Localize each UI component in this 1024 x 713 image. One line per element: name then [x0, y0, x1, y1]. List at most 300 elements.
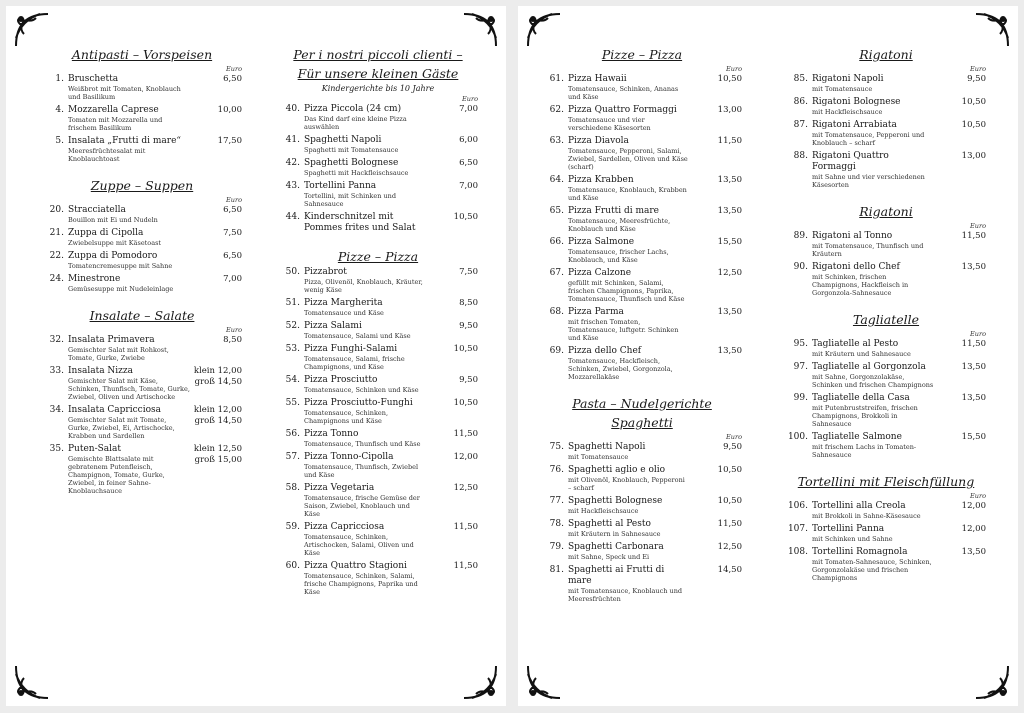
item-price — [454, 483, 478, 494]
item-description: Tomatensauce, Pepperoni, Salami, Zwiebel, Sardellen, Oliven und Käse (scharf) — [568, 147, 688, 171]
menu-item — [786, 151, 986, 189]
section-subtitle: Kindergerichte bis 10 Jahre — [321, 84, 435, 93]
item-name: Spaghetti al Pesto — [568, 519, 651, 529]
menu-item — [786, 432, 986, 459]
item-description: Tomatensauce, Hackfleisch, Schinken, Zwiebel, Gorgonzola, Mozzarellakäse — [568, 357, 673, 381]
currency-label: Euro — [970, 330, 986, 338]
item-name: Pizza Quattro Stagioni — [304, 561, 407, 571]
item-name: Tagliatelle Salmone — [812, 432, 902, 442]
menu-item — [542, 519, 742, 538]
menu-item — [42, 251, 242, 270]
item-number: 35. — [49, 444, 64, 454]
item-price — [718, 74, 742, 85]
menu-item — [278, 321, 478, 340]
item-price-value: 13,50 — [961, 262, 986, 272]
item-name: Rigatoni Arrabiata — [812, 120, 897, 130]
item-description: Pizza, Olivenöl, Knoblauch, Kräuter, wenig Käse — [304, 278, 423, 294]
item-price-value: 13,50 — [717, 175, 742, 185]
item-price — [962, 339, 986, 350]
item-number: 62. — [549, 105, 564, 115]
item-price-value: 12,50 — [717, 542, 742, 552]
item-name: Pizza Margherita — [304, 298, 383, 308]
item-name: Pizza Prosciutto-Funghi — [304, 398, 413, 408]
item-price-value: 13,50 — [961, 547, 986, 557]
section-title: Pasta – Nudelgerichte — [572, 396, 712, 411]
item-price-value: 10,50 — [453, 398, 478, 408]
item-price-value: 7,00 — [223, 274, 242, 284]
item-price-value: 6,00 — [459, 135, 478, 145]
item-price — [454, 212, 478, 223]
item-name: Stracciatella — [68, 205, 126, 215]
menu-item — [278, 483, 478, 518]
item-description: mit Hackfleischsauce — [812, 108, 883, 116]
item-price — [718, 136, 742, 147]
item-number: 67. — [549, 268, 564, 278]
item-name: Pizza Parma — [568, 307, 624, 317]
item-description: mit Hackfleischsauce — [568, 507, 639, 515]
item-price-value: 12,00 — [961, 501, 986, 511]
item-description: mit frischen Tomaten, Tomatensauce, luftgetr. Schinken und Käse — [568, 318, 679, 342]
menu-item — [786, 524, 986, 543]
item-number: 55. — [285, 398, 300, 408]
menu-item — [278, 135, 478, 154]
item-price — [194, 444, 242, 466]
item-description: mit Tomatensauce — [812, 85, 873, 93]
menu-item — [278, 375, 478, 394]
item-number: 59. — [285, 522, 300, 532]
item-price — [223, 335, 242, 346]
menu-page-right — [518, 6, 1018, 706]
item-number: 97. — [793, 362, 808, 372]
item-number: 22. — [49, 251, 64, 261]
item-name: Spaghetti Napoli — [304, 135, 382, 145]
item-name: Pizza Vegetaria — [304, 483, 375, 493]
item-name: Tortellini Panna — [812, 524, 885, 534]
corner-ornament-icon — [524, 662, 564, 702]
item-number: 54. — [285, 375, 300, 385]
item-price — [459, 104, 478, 115]
menu-item — [786, 74, 986, 93]
item-price — [962, 547, 986, 558]
menu-item — [42, 444, 242, 495]
currency-label: Euro — [726, 65, 742, 73]
item-price-value: 10,50 — [453, 212, 478, 222]
item-price-value: 15,50 — [717, 237, 742, 247]
item-price-value: 13,00 — [961, 151, 986, 161]
item-name: Tortellini Panna — [304, 181, 377, 191]
item-description: Gemüsesuppe mit Nudeleinlage — [68, 285, 174, 293]
item-description: Spaghetti mit Hackfleischsauce — [304, 169, 409, 177]
item-price-value: 10,50 — [961, 120, 986, 130]
item-price — [962, 151, 986, 162]
item-description: mit Tomatensauce, Knoblauch und Meeresfrüchten — [568, 587, 683, 603]
item-number: 52. — [285, 321, 300, 331]
item-price-value: 10,50 — [717, 496, 742, 506]
item-name: Rigatoni dello Chef — [812, 262, 900, 272]
item-name: Insalata Primavera — [68, 335, 155, 345]
item-description: Tomatensauce, Schinken, Artischocken, Salami, Oliven und Käse — [304, 533, 414, 557]
item-price-value: 10,50 — [717, 74, 742, 84]
item-price-value: 9,50 — [459, 375, 478, 385]
item-price — [454, 452, 478, 463]
menu-item — [786, 97, 986, 116]
item-price-value: 10,00 — [217, 105, 242, 115]
item-price-value: 7,00 — [459, 181, 478, 191]
item-price-value: 11,50 — [453, 429, 478, 439]
menu-column — [278, 46, 478, 600]
currency-label: Euro — [462, 95, 478, 103]
item-description: Das Kind darf eine kleine Pizza auswählen — [304, 115, 407, 131]
item-price — [962, 393, 986, 404]
item-number: 100. — [787, 432, 808, 442]
item-price — [454, 522, 478, 533]
item-price-value: 10,50 — [961, 97, 986, 107]
item-description: Tomatensauce, Salami und Käse — [304, 332, 411, 340]
menu-item — [786, 362, 986, 389]
item-price-value: 11,50 — [717, 136, 742, 146]
item-description: Zwiebelsuppe mit Käsetoast — [68, 239, 162, 247]
item-description: mit Sahne, Speck und Ei — [568, 553, 650, 561]
item-price — [718, 105, 742, 116]
item-description: mit Olivenöl, Knoblauch, Pepperoni – scharf — [568, 476, 685, 492]
item-description: Tomatensauce, frische Gemüse der Saison, Zwiebel, Knoblauch und Käse — [304, 494, 420, 518]
item-price — [194, 405, 242, 427]
item-number: 43. — [285, 181, 300, 191]
item-price — [962, 97, 986, 108]
section-title: Tortellini mit Fleischfüllung — [797, 474, 975, 489]
menu-item — [278, 344, 478, 371]
item-name: Minestrone — [68, 274, 121, 284]
item-number: 44. — [285, 212, 300, 222]
item-name: Zuppa di Pomodoro — [68, 251, 158, 261]
item-description: mit Tomaten-Sahnesauce, Schinken, Gorgonzolakäse und frischen Champignons — [812, 558, 932, 582]
menu-column — [42, 46, 242, 499]
item-price — [459, 267, 478, 278]
item-number: 24. — [49, 274, 64, 284]
item-name: Spaghetti aglio e olio — [568, 465, 666, 475]
item-price-value: 8,50 — [223, 335, 242, 345]
section-spacer — [786, 463, 986, 473]
item-price-value: 11,50 — [453, 522, 478, 532]
item-number: 75. — [549, 442, 564, 452]
item-description: Gemischter Salat mit Tomate, Gurke, Zwiebel, Ei, Artischocke, Krabben und Sardellen — [68, 416, 175, 440]
item-price — [718, 542, 742, 553]
item-name: Bruschetta — [68, 74, 119, 84]
menu-item — [542, 346, 742, 381]
item-price-value: 7,50 — [223, 228, 242, 238]
item-number: 64. — [549, 175, 564, 185]
item-name: Zuppa di Cipolla — [68, 228, 144, 238]
item-price — [718, 346, 742, 357]
item-price-value: 6,50 — [459, 158, 478, 168]
item-description: Tomatensauce, Salami, frische Champignons, und Käse — [304, 355, 405, 371]
item-price — [718, 465, 742, 476]
menu-item — [42, 205, 242, 224]
item-price — [223, 274, 242, 285]
item-description: Spaghetti mit Tomatensauce — [304, 146, 399, 154]
item-name: Pizza Calzone — [568, 268, 632, 278]
item-description: Tomatensauce, Schinken, Champignons und Käse — [304, 409, 389, 425]
menu-item — [278, 267, 478, 294]
item-price-value: 13,50 — [961, 393, 986, 403]
item-name: Pizza Funghi-Salami — [304, 344, 398, 354]
item-name: Tortellini Romagnola — [812, 547, 908, 557]
currency-label: Euro — [226, 326, 242, 334]
item-number: 106. — [787, 501, 808, 511]
menu-item — [278, 452, 478, 479]
item-name: Puten-Salat — [68, 444, 122, 454]
currency-label: Euro — [970, 492, 986, 500]
section-title: Zuppe – Suppen — [90, 178, 194, 193]
item-price-value: klein 12,00 — [193, 405, 242, 415]
item-price-value: 15,50 — [961, 432, 986, 442]
menu-item — [786, 120, 986, 147]
item-description: mit Putenbruststreifen, frischen Champignons, Brokkoli in Sahnesauce — [812, 404, 918, 428]
section-title: Rigatoni — [859, 204, 913, 219]
menu-item — [42, 335, 242, 362]
item-name: Rigatoni al Tonno — [812, 231, 893, 241]
menu-item — [542, 74, 742, 101]
item-price — [962, 432, 986, 443]
item-price-value: 10,50 — [453, 344, 478, 354]
item-description: Tomatensauce, Knoblauch, Krabben und Käse — [568, 186, 687, 202]
item-price-value: 12,50 — [453, 483, 478, 493]
item-number: 21. — [49, 228, 64, 238]
item-price-value: klein 12,00 — [193, 366, 242, 376]
corner-ornament-icon — [524, 10, 564, 50]
item-price-value: 11,50 — [717, 519, 742, 529]
item-name: Tortellini alla Creola — [812, 501, 906, 511]
menu-item — [42, 274, 242, 293]
item-number: 86. — [793, 97, 808, 107]
menu-item — [278, 212, 478, 234]
item-price — [723, 442, 742, 453]
item-number: 68. — [549, 307, 564, 317]
item-name: Pizzabrot — [304, 267, 347, 277]
menu-item — [542, 496, 742, 515]
item-price-value: 7,00 — [459, 104, 478, 114]
item-number: 69. — [549, 346, 564, 356]
item-description: mit Sahne, Gorgonzolakäse, Schinken und frischen Champignons — [812, 373, 934, 389]
item-description: Tomatensauce und vier verschiedene Käsesorten — [568, 116, 651, 132]
menu-item — [542, 136, 742, 171]
item-number: 90. — [793, 262, 808, 272]
item-price — [718, 519, 742, 530]
item-description: mit frischem Lachs in Tomaten-Sahnesauce — [812, 443, 917, 459]
item-price-value: 13,00 — [717, 105, 742, 115]
item-name: Insalata „Frutti di mare“ — [68, 136, 182, 146]
item-number: 53. — [285, 344, 300, 354]
item-price — [459, 181, 478, 192]
item-name: Pizza Quattro Formaggi — [568, 105, 677, 115]
item-price-value: 7,50 — [459, 267, 478, 277]
item-price — [962, 262, 986, 273]
item-price — [718, 237, 742, 248]
section-spacer — [542, 385, 742, 395]
item-name: Rigatoni Napoli — [812, 74, 884, 84]
item-name: Pizza Diavola — [568, 136, 629, 146]
item-description: Tomatensauce, Schinken, Salami, frische Champignons, Paprika und Käse — [304, 572, 418, 596]
item-price — [454, 398, 478, 409]
menu-page-left — [6, 6, 506, 706]
section-title: Rigatoni — [859, 47, 913, 62]
corner-ornament-icon — [460, 662, 500, 702]
item-description: Meeresfrüchtesalat mit Knoblauchtoast — [68, 147, 146, 163]
item-price-value: 13,50 — [961, 362, 986, 372]
section-title: Tagliatelle — [852, 312, 920, 327]
item-price-value: 11,50 — [453, 561, 478, 571]
item-price — [459, 298, 478, 309]
item-number: 51. — [285, 298, 300, 308]
item-description: Tomatensauce, Thunfisch und Käse — [304, 440, 421, 448]
item-price — [718, 268, 742, 279]
menu-item — [278, 158, 478, 177]
menu-column — [542, 46, 742, 607]
item-number: 4. — [55, 105, 64, 115]
section-title: Pizze – Pizza — [601, 47, 683, 62]
item-number: 1. — [55, 74, 64, 84]
item-price-value: klein 12,50 — [193, 444, 242, 454]
item-price — [223, 74, 242, 85]
item-name: Spaghetti Bolognese — [568, 496, 663, 506]
item-name: Mozzarella Caprese — [68, 105, 159, 115]
item-description: Bouillon mit Ei und Nudeln — [68, 216, 158, 224]
menu-item — [542, 542, 742, 561]
menu-item — [542, 465, 742, 492]
item-name: Pizza Capricciosa — [304, 522, 385, 532]
item-price-value: 11,50 — [961, 339, 986, 349]
menu-item — [278, 429, 478, 448]
menu-item — [278, 104, 478, 131]
item-description: Tomatensauce, frischer Lachs, Knoblauch, und Käse — [568, 248, 669, 264]
item-price — [194, 366, 242, 388]
item-price — [459, 158, 478, 169]
item-description: mit Tomatensauce, Pepperoni und Knoblauch – scharf — [812, 131, 925, 147]
item-number: 61. — [549, 74, 564, 84]
item-number: 57. — [285, 452, 300, 462]
menu-item — [42, 405, 242, 440]
menu-item — [542, 206, 742, 233]
item-name: Rigatoni Quattro Formaggi — [812, 151, 889, 172]
item-name: Pizza Prosciutto — [304, 375, 378, 385]
menu-item — [42, 366, 242, 401]
item-description: Tomatensauce, Schinken und Käse — [304, 386, 419, 394]
item-price — [459, 321, 478, 332]
item-price — [718, 175, 742, 186]
menu-item — [786, 501, 986, 520]
item-price — [962, 362, 986, 373]
item-name: Pizza Piccola (24 cm) — [304, 104, 402, 114]
item-description: Tomatensauce, Schinken, Ananas und Käse — [568, 85, 679, 101]
item-name: Insalata Nizza — [68, 366, 134, 376]
item-description: mit Kräutern und Sahnesauce — [812, 350, 911, 358]
menu-item — [786, 547, 986, 582]
item-number: 76. — [549, 465, 564, 475]
section-title: Antipasti – Vorspeisen — [71, 47, 213, 62]
item-price-value: 6,50 — [223, 74, 242, 84]
item-number: 63. — [549, 136, 564, 146]
item-price — [962, 120, 986, 131]
item-price-value: 12,50 — [717, 268, 742, 278]
item-number: 87. — [793, 120, 808, 130]
item-name: Pizza Hawaii — [568, 74, 627, 84]
item-number: 5. — [55, 136, 64, 146]
item-price-value: 10,50 — [717, 465, 742, 475]
item-number: 78. — [549, 519, 564, 529]
item-number: 32. — [49, 335, 64, 345]
menu-item — [542, 268, 742, 303]
item-name: Tagliatelle della Casa — [812, 393, 910, 403]
item-number: 65. — [549, 206, 564, 216]
item-price — [459, 135, 478, 146]
item-price — [962, 501, 986, 512]
item-price — [962, 524, 986, 535]
item-number: 56. — [285, 429, 300, 439]
item-description: mit Schinken und Sahne — [812, 535, 893, 543]
item-number: 40. — [285, 104, 300, 114]
item-price — [223, 251, 242, 262]
item-price — [223, 205, 242, 216]
item-price — [218, 105, 242, 116]
item-price — [459, 375, 478, 386]
item-name: Spaghetti Carbonara — [568, 542, 664, 552]
menu-item — [542, 175, 742, 202]
item-description: mit Tomatensauce, Thunfisch und Kräutern — [812, 242, 924, 258]
item-name: Pizza dello Chef — [568, 346, 642, 356]
menu-column — [786, 46, 986, 586]
section-spacer — [786, 301, 986, 311]
menu-item — [786, 262, 986, 297]
item-price-value: 13,50 — [717, 307, 742, 317]
item-name: Spaghetti Napoli — [568, 442, 646, 452]
item-description: Tomatensauce, Meeresfrüchte, Knoblauch und Käse — [568, 217, 671, 233]
item-price-value: groß 14,50 — [194, 416, 242, 426]
menu-item — [42, 136, 242, 163]
item-price — [454, 429, 478, 440]
item-price-value: 13,50 — [717, 206, 742, 216]
item-price-value: 8,50 — [459, 298, 478, 308]
corner-ornament-icon — [972, 10, 1012, 50]
menu-item — [42, 228, 242, 247]
item-number: 50. — [285, 267, 300, 277]
item-name: Rigatoni Bolognese — [812, 97, 901, 107]
currency-label: Euro — [726, 433, 742, 441]
item-description: Gemischter Salat mit Rohkost, Tomate, Gurke, Zwiebe — [68, 346, 169, 362]
item-number: 60. — [285, 561, 300, 571]
menu-item — [278, 398, 478, 425]
menu-item — [786, 231, 986, 258]
item-price — [223, 228, 242, 239]
item-description: mit Tomatensauce — [568, 453, 629, 461]
item-price-value: 12,00 — [961, 524, 986, 534]
item-name: Kinderschnitzel mit Pommes frites und Salat — [304, 212, 416, 233]
currency-label: Euro — [970, 222, 986, 230]
item-price-value: 13,50 — [717, 346, 742, 356]
item-price-value: 12,00 — [453, 452, 478, 462]
item-number: 33. — [49, 366, 64, 376]
item-number: 88. — [793, 151, 808, 161]
section-title: Für unsere kleinen Gäste — [297, 66, 459, 81]
item-price — [967, 74, 986, 85]
section-spacer — [786, 193, 986, 203]
item-price-value: 9,50 — [723, 442, 742, 452]
item-number: 79. — [549, 542, 564, 552]
item-name: Pizza Salami — [304, 321, 362, 331]
menu-item — [786, 339, 986, 358]
menu-item — [542, 442, 742, 461]
item-number: 99. — [793, 393, 808, 403]
item-number: 85. — [793, 74, 808, 84]
